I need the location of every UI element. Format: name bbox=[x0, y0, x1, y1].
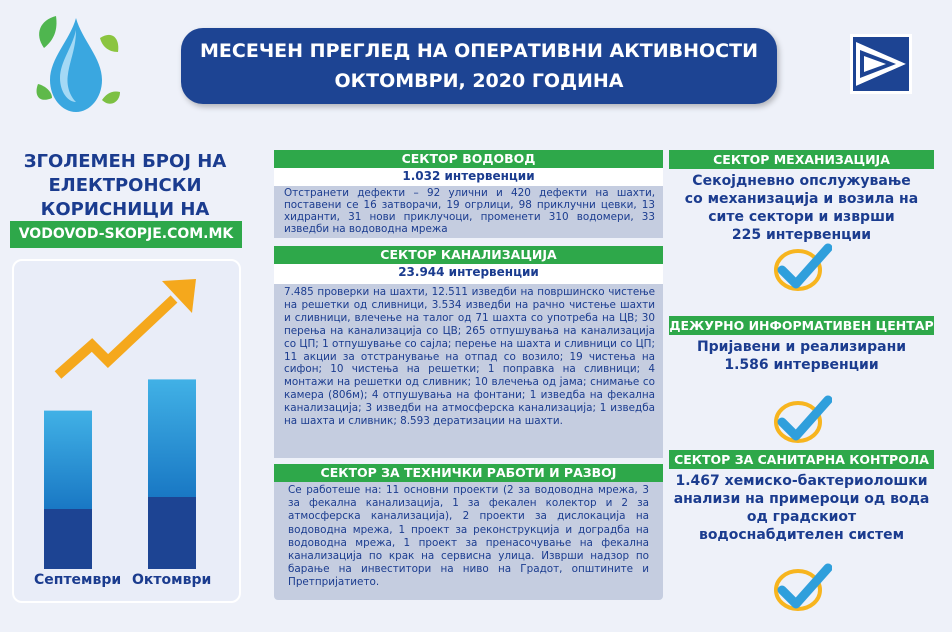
bar-label-october: Октомври bbox=[132, 572, 212, 588]
bar-label-september: Септември bbox=[34, 572, 122, 588]
sanitarna-line-4: водоснабдителен систем bbox=[698, 527, 905, 543]
checkmark-icon bbox=[770, 240, 832, 292]
left-heading bbox=[0, 150, 250, 222]
left-heading-line-1: ЗГОЛЕМЕН БРОЈ НА bbox=[23, 151, 227, 172]
bar-септември bbox=[44, 411, 92, 569]
growth-arrow bbox=[58, 279, 196, 375]
sanitarna-line-2: анализи на примероци од вода bbox=[673, 491, 930, 507]
left-heading-line-3: КОРИСНИЦИ НА bbox=[40, 199, 210, 220]
mehanizacija-line-3: сите сектори и изврши bbox=[708, 209, 895, 225]
water-drop-logo bbox=[30, 8, 122, 120]
sanitarna-text bbox=[669, 472, 934, 544]
tehnicki-text: Се работеше на: 11 основни проекти (2 за водоводна мрежа, 3 за фекална канализација, 1 за фекален колектор и 2 за атмосферска канализација), 2 проекти за дислокација на водоводна мрежа, 1 проект за реконструкција и доградба на водоводна мрежа, 1 проект за пренасочување на фекална канализација по крак на сервисна улица. Изврши надзор по барање на инвеститори на ниво на Градот, општините и Претпријатието. bbox=[274, 482, 663, 600]
sanitarna-line-3: од градскиот bbox=[746, 509, 857, 525]
dezuren-line-2: 1.586 интервенции bbox=[724, 357, 879, 373]
users-bar-chart bbox=[12, 259, 241, 579]
tehnicki-header: СЕКТОР ЗА ТЕХНИЧКИ РАБОТИ И РАЗВОЈ bbox=[274, 464, 663, 482]
vodovod-count: 1.032 интервенции bbox=[274, 168, 663, 186]
bar-октомври bbox=[148, 379, 196, 569]
mehanizacija-header: СЕКТОР МЕХАНИЗАЦИЈА bbox=[669, 150, 934, 169]
dezuren-line-1: Пријавени и реализирани bbox=[696, 339, 907, 355]
checkmark-icon bbox=[770, 392, 832, 444]
vodovod-header: СЕКТОР ВОДОВОД bbox=[274, 150, 663, 168]
left-heading-line-2: ЕЛЕКТРОНСКИ bbox=[48, 175, 202, 196]
mehanizacija-line-2: со механизација и возила на bbox=[684, 191, 919, 207]
mehanizacija-line-4: 225 интервенции bbox=[731, 227, 872, 243]
website-url: VODOVOD-SKOPJE.COM.MK bbox=[10, 221, 242, 248]
company-logo bbox=[850, 34, 912, 94]
title-line-1: МЕСЕЧЕН ПРЕГЛЕД НА ОПЕРАТИВНИ АКТИВНОСТИ bbox=[200, 40, 758, 62]
checkmark-icon bbox=[770, 560, 832, 612]
sanitarna-line-1: 1.467 хемиско-бактериолошки bbox=[675, 473, 928, 489]
title-line-2: ОКТОМВРИ, 2020 ГОДИНА bbox=[334, 70, 624, 92]
vodovod-text: Отстранети дефекти – 92 улични и 420 дефекти на шахти, поставени се 16 затворачи, 19 огрлици, 98 приклучни цевки, 13 хидранти, 31 нови приклучоци, променети 310 водомери, 33 изведби на водоводна мрежа bbox=[274, 186, 663, 238]
kanalizacija-count: 23.944 интервенции bbox=[274, 264, 663, 284]
mehanizacija-line-1: Секојдневно опслужување bbox=[692, 173, 911, 189]
page-title bbox=[181, 28, 777, 104]
dezuren-text bbox=[669, 338, 934, 374]
mehanizacija-text bbox=[669, 172, 934, 244]
kanalizacija-text: 7.485 проверки на шахти, 12.511 изведби на површинско чистење на решетки од сливници, 3.534 изведби на рачно чистење шахти и сливници, влечење на талог од 71 шахта со употреба на ЦВ; 30 перења на канализација со ЦВ; 265 отпушувања на канализација со ЦП; 1 отпушување со сајла; перење на шахта и сливници со ЦП; 11 акции за отстранување на отпад со возило; 19 чистења на сифон; 10 чистења на решетки; 1 поправка на сливници; 4 монтажи на решетки од сливник; 10 влечења од јама; снимање со камера (806м); 4 отпушувања на фонтани; 1 изведба на фекална канализација; 3 изведби на атмосферска канализација; 1 изведба на шахта и сливник; 8.593 дератизации на шахти. bbox=[274, 284, 663, 458]
sanitarna-header: СЕКТОР ЗА САНИТАРНА КОНТРОЛА bbox=[669, 450, 934, 469]
dezuren-header: ДЕЖУРНО ИНФОРМАТИВЕН ЦЕНТАР bbox=[669, 318, 934, 333]
kanalizacija-header: СЕКТОР КАНАЛИЗАЦИЈА bbox=[274, 246, 663, 264]
